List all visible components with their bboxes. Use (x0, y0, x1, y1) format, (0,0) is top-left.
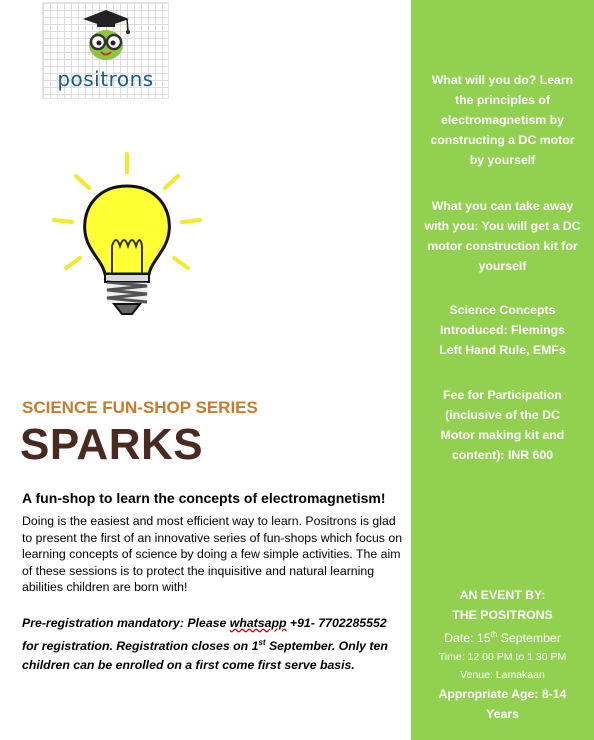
takeaway (411, 196, 594, 276)
date-sup: th (490, 630, 498, 639)
organizer: THE POSITRONS (452, 608, 553, 622)
event-title: SPARKS (20, 420, 204, 469)
event-venue: Venue: Lamakaan (460, 669, 545, 682)
date-label: Date: 15 (444, 631, 491, 646)
whatsapp-word: whatsapp (229, 616, 287, 630)
event-details (411, 585, 594, 724)
science-concepts (411, 300, 594, 360)
logo-wordmark: positrons (57, 67, 154, 91)
date-month: September (497, 631, 561, 646)
what-you-do-text: What will you do? Learn the principles of electromagnetism by constructing a DC motor by yourself (430, 73, 575, 167)
event-time: Time: 12 00 PM to 1 30 PM (438, 651, 567, 664)
age-line-2: Years (486, 707, 519, 722)
note-text-1: Pre-registration mandatory: Please (22, 616, 230, 630)
event-by: AN EVENT BY: (459, 588, 546, 602)
takeaway-text: What you can take away with you: You will get a DC motor construction kit for yourself (424, 199, 581, 273)
registration-note (22, 614, 404, 675)
light-bulb-icon (52, 150, 202, 320)
what-you-do (411, 70, 594, 170)
positrons-logo (42, 2, 169, 99)
age-line-1: Appropriate Age: 8-14 (438, 687, 567, 702)
science-concepts-text: Science Concepts Introduced: Flemings Left Hand Rule, EMFs (439, 303, 566, 357)
event-date (411, 625, 594, 648)
fee-text: Fee for Participation (inclusive of the DC Motor making kit and content): INR 600 (440, 388, 565, 462)
fee (411, 385, 594, 465)
owl-graduation-cap-icon (77, 7, 135, 65)
series-label: SCIENCE FUN-SHOP SERIES (22, 398, 258, 417)
note-text-3: September. Only ten children can be enrolled on a first come first serve basis. (22, 639, 388, 673)
intro-heading: A fun-shop to learn the concepts of electromagnetism! (22, 490, 386, 506)
info-sidebar (411, 0, 594, 740)
note-text-2: +91- 7702285552 for registration. Registration closes on 1 (22, 616, 387, 654)
note-sup: st (258, 638, 266, 647)
intro-paragraph: Doing is the easiest and most efficient way to learn. Positrons is glad to present the first of an innovative series of fun-shops which focus on learning concepts of science by doing a few simple activities. The aim of these sessions is to protect the inquisitive and natural learning abilities children are born with! (22, 514, 403, 594)
